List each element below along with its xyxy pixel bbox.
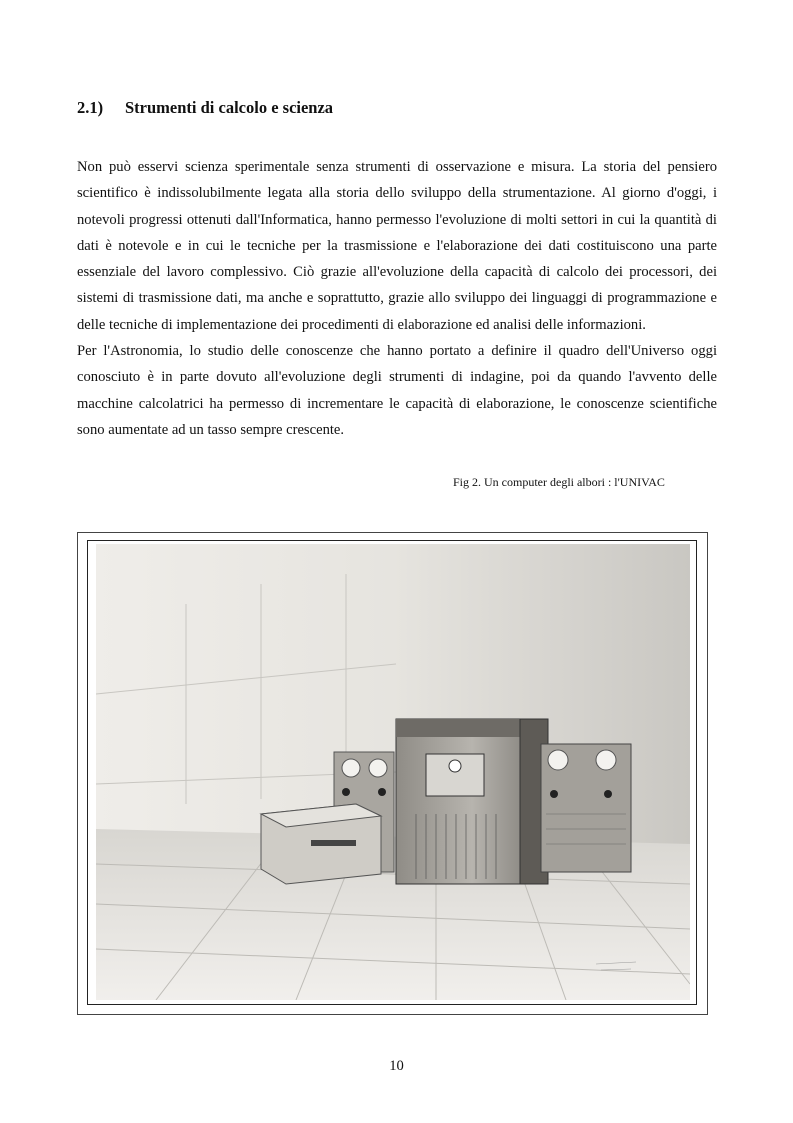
- body-text: [77, 154, 717, 443]
- paragraph-1: Non può esservi scienza sperimentale senza strumenti di osservazione e misura. La storia del pensiero scientifico è indissolubilmente legata alla storia dello sviluppo della strumentazione. Al giorno d'oggi, i notevoli progressi ottenuti dall'Informatica, hanno permesso l'evoluzione di molti settori in cui la quantità di dati è notevole e in cui le tecniche per la trasmissione e l'elaborazione dei dati costituiscono una parte essenziale del lavoro complessivo. Ciò grazie all'evoluzione della capacità di calcolo dei processori, dei sistemi di trasmissione dati, ma anche e soprattutto, grazie allo sviluppo dei linguaggi di programmazione e delle tecniche di implementazione dei procedimenti di elaborazione ed analisi delle informazioni.: [77, 159, 717, 333]
- section-number: 2.1): [77, 98, 104, 117]
- section-heading: [77, 97, 717, 119]
- tape-unit-right: [541, 744, 631, 872]
- console-desk: [261, 804, 381, 884]
- page-number: 10: [389, 1058, 404, 1074]
- univac-photo: [96, 544, 690, 1000]
- section-title: Strumenti di calcolo e scienza: [125, 98, 334, 117]
- univac-illustration: [96, 544, 690, 1000]
- figure-caption: Fig 2. Un computer degli albori : l'UNIVAC: [453, 475, 665, 489]
- central-cabinet: [396, 719, 548, 884]
- paragraph-2: Per l'Astronomia, lo studio delle conoscenze che hanno portato a definire il quadro dell'Universo oggi conosciuto è in parte dovuto all'evoluzione degli strumenti di indagine, poi da quando l'avvento delle macchine calcolatrici ha permesso di incrementare le capacità di elaborazione, le conoscenze scientifiche sono aumentate ad un tasso sempre crescente.: [77, 343, 717, 438]
